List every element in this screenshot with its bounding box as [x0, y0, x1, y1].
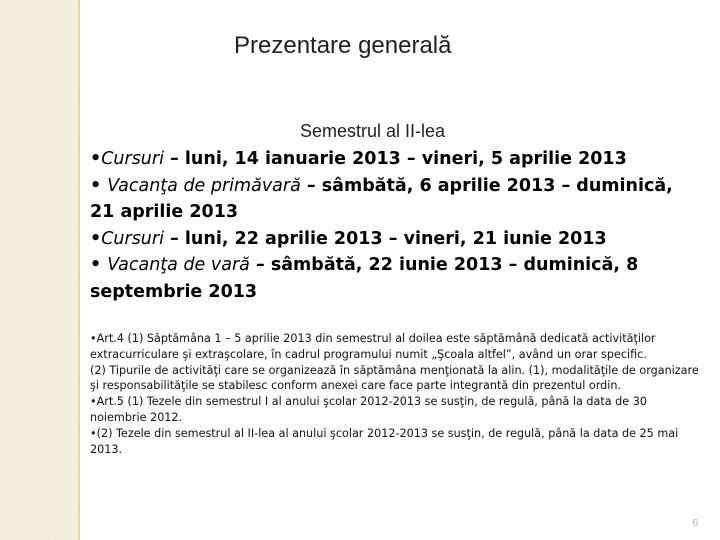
decorative-sidebar — [0, 0, 78, 540]
schedule-item — [90, 146, 700, 173]
schedule-item — [90, 252, 700, 305]
note-paragraph: •Art.4 (1) Săptămâna 1 – 5 aprilie 2013 din semestrul al doilea este săptămână dedicată activităţilor extracurriculare şi extraşcolare, în cadrul programului numit „Şcoala altfel”, având un orar specific. — [90, 332, 656, 361]
slide-subtitle: Semestrul al II-lea — [300, 121, 446, 141]
period-label: Vacanţa de primăvară — [107, 175, 301, 196]
page-number: 6 — [692, 518, 698, 529]
period-dates: – luni, 22 aprilie 2013 – vineri, 21 iunie 2013 — [163, 228, 607, 249]
note-paragraph: •Art.5 (1) Tezele din semestrul I al anului şcolar 2012-2013 se susţin, de regulă, până la data de 30 noiembrie 2012. — [90, 395, 647, 424]
bullet-marker: • — [90, 149, 102, 169]
bullet-marker: • — [90, 228, 102, 249]
schedule-item — [90, 173, 700, 226]
slide-title: Prezentare generală — [234, 32, 452, 59]
period-label: Cursuri — [101, 149, 164, 169]
period-dates: – luni, 14 ianuarie 2013 – vineri, 5 aprilie 2013 — [163, 149, 627, 169]
period-label: Vacanţa de vară — [107, 255, 250, 275]
note-paragraph: •(2) Tezele din semestrul al II-lea al anului şcolar 2012-2013 se susţin, de regulă, până la data de 25 mai 2013. — [90, 426, 679, 456]
schedule-item — [90, 226, 700, 253]
period-dates: – sâmbătă, 6 aprilie 2013 – duminică, 21 aprilie 2013 — [90, 175, 673, 222]
bullet-marker: • — [90, 175, 108, 196]
period-label: Cursuri — [101, 228, 164, 249]
legal-notes — [90, 331, 705, 457]
period-dates: – sâmbătă, 22 iunie 2013 – duminică, 8 septembrie 2013 — [90, 255, 639, 302]
sidebar-divider — [78, 0, 80, 540]
schedule-list — [90, 146, 700, 305]
note-paragraph: (2) Tipurile de activităţi care se organizează în săptămâna menţionată la alin. (1), modalităţile de organizare şi responsabilităţile se stabilesc conform anexei care face parte integrantă din prezentul ordin. — [90, 363, 699, 393]
bullet-marker: • — [90, 255, 108, 275]
